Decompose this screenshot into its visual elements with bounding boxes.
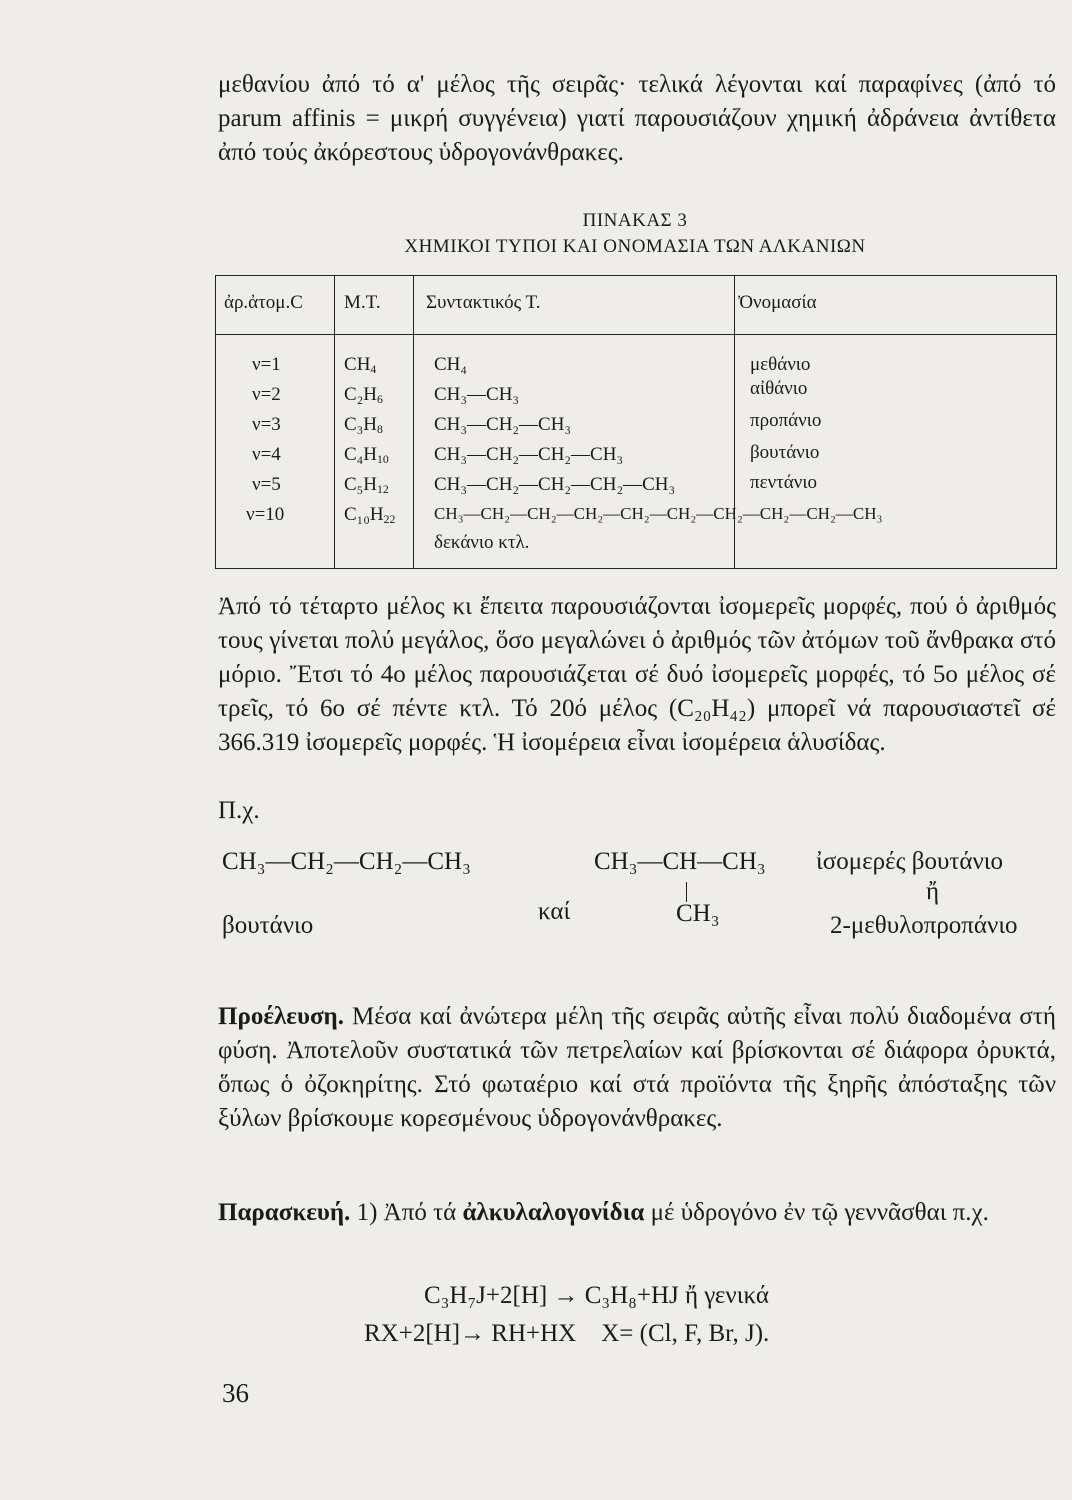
preparation-title: Παρασκευή. xyxy=(218,1199,351,1226)
isobutane-formula: CH₃—CH—CH₃ xyxy=(594,848,766,875)
isobutane-branch: CH₃ xyxy=(676,900,720,927)
butane-name: βουτάνιο xyxy=(222,912,314,939)
reaction-line-2: RX+2[H]→ RH+HX X= (Cl, F, Br, J). xyxy=(364,1320,770,1347)
or-word: ἤ xyxy=(926,878,940,905)
table-cell-n: ν=4 xyxy=(252,444,281,465)
table-footer-note: δεκάνιο κτλ. xyxy=(434,532,530,553)
table-cell-formula: CH₄ xyxy=(434,354,468,375)
intro-paragraph: μεθανίου ἀπό τό α' μέλος τῆς σειρᾶς· τελικά λέγονται καί παραφίνες (ἀπό τό parum affinis = μικρή συγγένεια) γιατί παρουσιάζουν χημική ἀδράνεια ἀντίθετα ἀπό τούς ἀκόρεστους ὑδρογονάνθρακες. xyxy=(218,71,1056,166)
table-cell-mt: $C_5H_{12}$ xyxy=(344,474,389,496)
table-cell-formula: CH₃—CH₂—CH₂—CH₂—CH₃ xyxy=(434,474,676,495)
table-header-divider xyxy=(216,334,1056,335)
table-cell-name: προπάνιο xyxy=(750,410,822,431)
isomer-paragraph: Ἀπό τό τέταρτο μέλος κι ἔπειτα παρουσιάζονται ἰσομερεῖς μορφές, πού ὁ ἀριθμός τους γίνεται πολύ μεγάλος, ὅσο μεγαλώνει ὁ ἀριθμός τῶν ἀτόμων τοῦ ἄνθρακα στό μόριο. Ἔτσι τό 4ο μέλος παρουσιάζεται σέ δυό ἰσομερεῖς μορφές, τό 5ο μέλος σέ τρεῖς, τό 6ο σέ πέντε κτλ. Τό 20ό μέλος (C₂₀H₄₂) μπορεῖ νά παρουσιαστεῖ σέ 366.319 ἰσομερεῖς μορφές. Ἡ ἰσομέρεια εἶναι ἰσομέρεια ἁλυσίδας. xyxy=(218,593,1056,756)
alkanes-table xyxy=(215,275,1057,569)
origin-title: Προέλευση. xyxy=(218,1003,344,1030)
origin-paragraph xyxy=(218,1000,1056,1136)
table-cell-n: ν=1 xyxy=(252,354,281,375)
table-col-divider xyxy=(334,276,335,568)
table-header-structural: Συντακτικός Τ. xyxy=(426,292,541,313)
table-number: ΠΙΝΑΚΑΣ 3 xyxy=(582,210,688,231)
table-cell-formula: CH₃—CH₂—CH₂—CH₃ xyxy=(434,444,624,465)
table-cell-formula: CH₃—CH₂—CH₃ xyxy=(434,414,572,435)
table-cell-mt: $C_2H_6$ xyxy=(344,384,383,406)
table-cell-mt: $C_3H_8$ xyxy=(344,414,383,436)
preparation-text: 1) Ἀπό τά xyxy=(350,1199,463,1226)
table-cell-mt: $C_{10}H_{22}$ xyxy=(344,504,396,526)
table-cell-name: μεθάνιο xyxy=(750,354,811,375)
table-header-mt: M.T. xyxy=(344,292,381,313)
table-cell-n: ν=2 xyxy=(252,384,281,405)
table-header-name: Ὀνομασία xyxy=(738,292,817,313)
table-cell-name: πεντάνιο xyxy=(750,472,817,493)
preparation-text-after: μέ ὑδρογόνο ἐν τῷ γεννᾶσθαι π.χ. xyxy=(644,1199,989,1226)
table-cell-name: αἰθάνιο xyxy=(750,378,808,399)
table-cell-formula: CH₃—CH₂—CH₂—CH₂—CH₂—CH₂—CH₂—CH₂—CH₂—CH₃ xyxy=(434,504,883,523)
table-col-divider xyxy=(734,276,735,568)
butane-formula: CH₃—CH₂—CH₂—CH₃ xyxy=(222,848,471,875)
table-cell-name: βουτάνιο xyxy=(750,442,820,463)
page-number: 36 xyxy=(222,1378,249,1408)
table-cell-formula: CH₃—CH₃ xyxy=(434,384,520,405)
table-col-divider xyxy=(413,276,414,568)
table-cell-mt: $CH_4$ xyxy=(344,354,377,376)
branch-bond xyxy=(686,882,687,902)
isobutane-name: ἰσομερές βουτάνιο xyxy=(816,848,1003,875)
preparation-term: ἀλκυλαλογονίδια xyxy=(462,1199,645,1226)
origin-text: Μέσα καί ἀνώτερα μέλη τῆς σειρᾶς αὐτῆς εἶναι πολύ διαδομένα στή φύση. Ἀποτελοῦν συστατικά τῶν πετρελαίων καί βρίσκονται σέ διάφορα ὀρυκτά, ὅπως ὁ ὀζοκηρίτης. Στό φωταέριο καί στά προϊόντα τῆς ξηρῆς ἀπόσταξης τῶν ξύλων βρίσκουμε κορεσμένους ὑδρογονάνθρακες. xyxy=(218,1003,1056,1132)
methylpropane-name: 2-μεθυλοπροπάνιο xyxy=(830,912,1018,939)
table-header-carbon: ἀρ.ἀτομ.C xyxy=(224,292,303,313)
table-cell-mt: $C_4H_{10}$ xyxy=(344,444,389,466)
table-cell-n: ν=10 xyxy=(246,504,285,525)
reaction-line-1: C₃H₇J+2[H] → C₃H₈+HJ ἤ γενικά xyxy=(424,1282,769,1309)
table-title: ΧΗΜΙΚΟΙ ΤΥΠΟΙ ΚΑΙ ΟΝΟΜΑΣΙΑ ΤΩΝ ΑΛΚΑΝΙΩΝ xyxy=(404,236,866,257)
connector-and: καί xyxy=(538,898,571,925)
table-cell-n: ν=5 xyxy=(252,474,281,495)
preparation-paragraph xyxy=(218,1196,1056,1230)
example-label: Π.χ. xyxy=(218,797,260,824)
table-cell-n: ν=3 xyxy=(252,414,281,435)
